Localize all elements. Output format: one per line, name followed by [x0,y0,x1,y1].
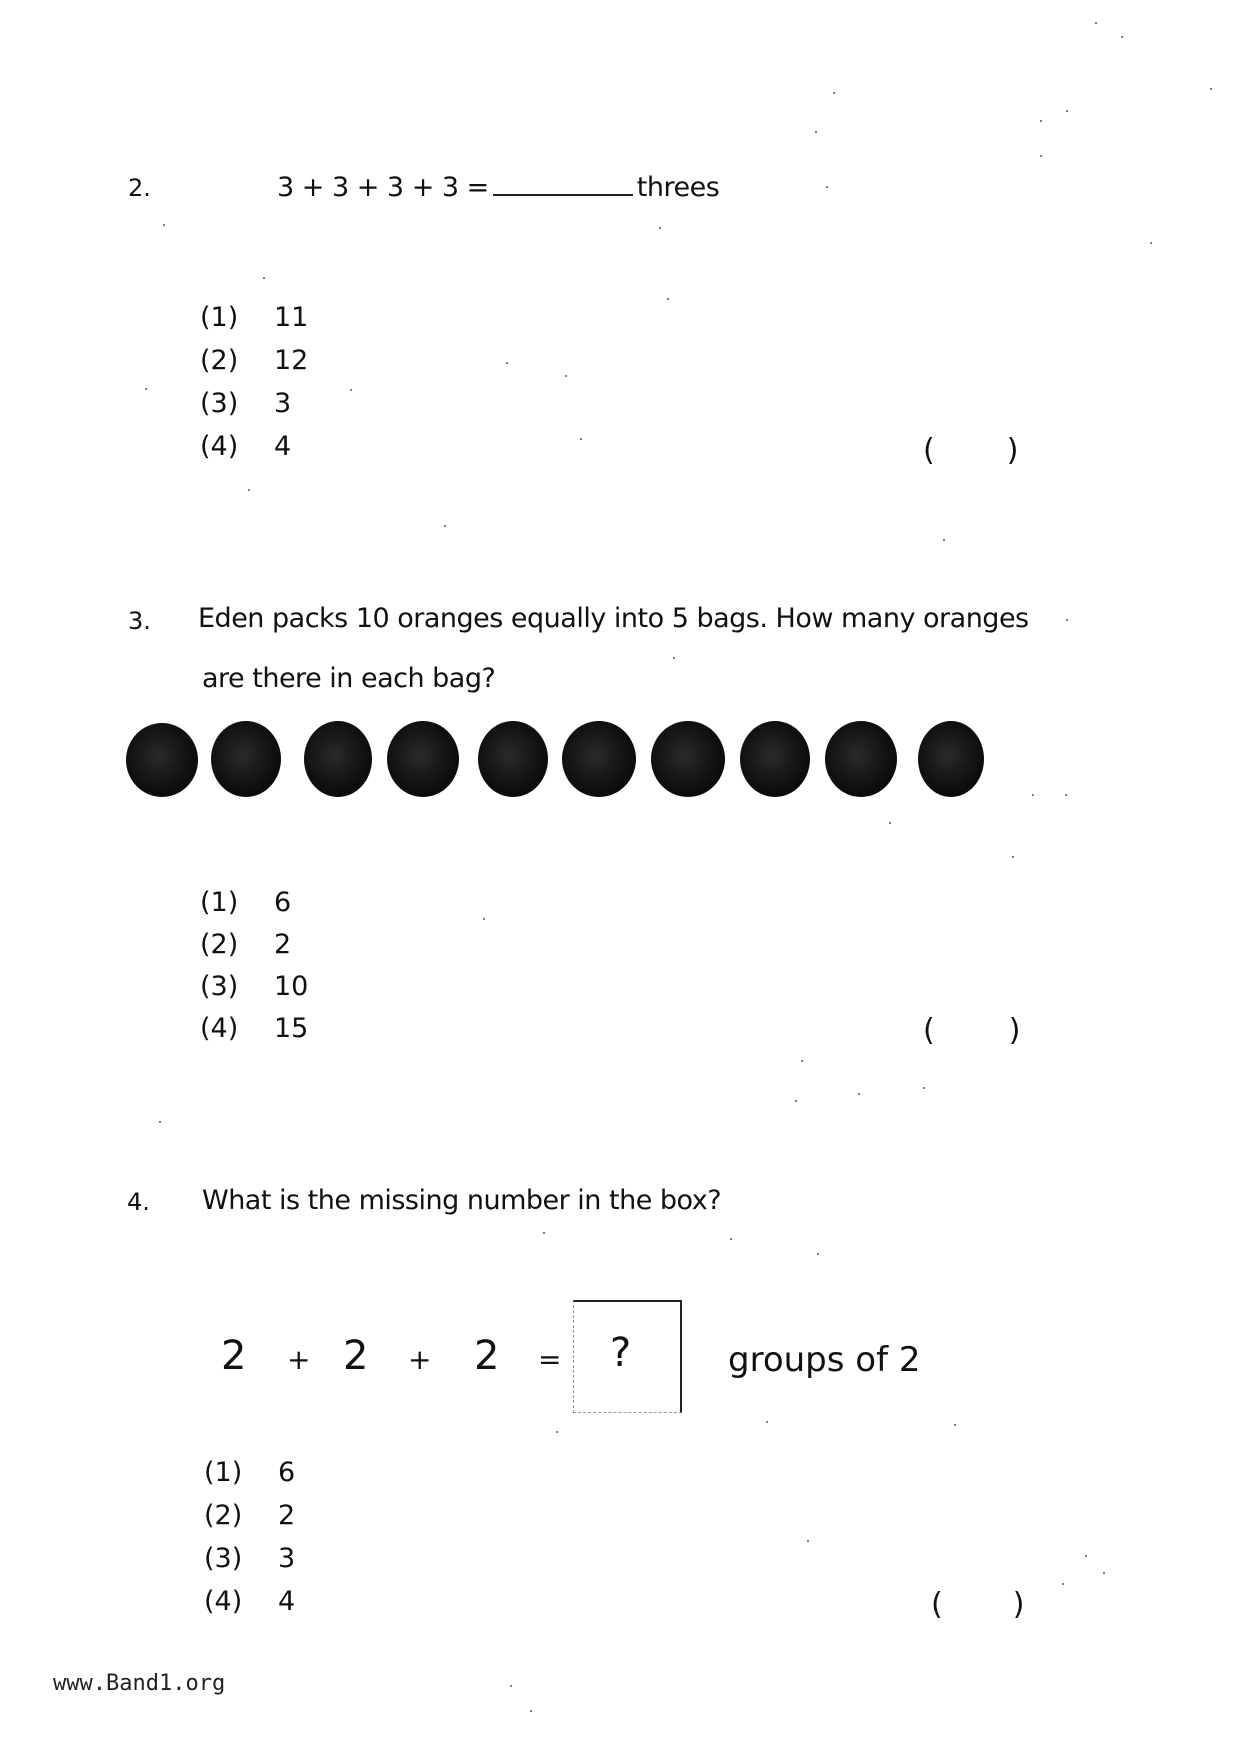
missing-number-symbol: ? [610,1330,632,1376]
option-value: 11 [274,302,309,333]
option-row [200,388,308,431]
plus-sign: + [408,1343,432,1376]
option-value: 12 [274,345,309,376]
bracket-open: ( [931,1587,943,1622]
question-4-answer-bracket[interactable] [931,1587,1024,1622]
orange-icon [387,721,459,797]
equation-suffix: groups of 2 [728,1340,921,1380]
option-value: 15 [274,1013,309,1044]
question-3-number: 3. [128,607,151,635]
orange-icon [562,721,636,797]
orange-icon [651,721,725,797]
bracket-close: ) [1008,1013,1021,1048]
option-row [200,302,308,345]
question-2-number: 2. [128,174,151,202]
bracket-open: ( [923,1013,935,1048]
option-label: (1) [204,1457,243,1488]
option-label: (2) [200,929,239,960]
question-2-stem [277,172,719,203]
equation-term: 2 [221,1333,247,1379]
option-label: (3) [204,1543,243,1574]
answer-blank [493,172,633,196]
option-row [200,929,308,971]
orange-icon [478,721,548,797]
orange-icon [126,723,198,797]
option-value: 6 [278,1457,296,1488]
option-value: 10 [274,971,309,1002]
option-label: (4) [204,1586,243,1617]
option-row [204,1500,295,1543]
bracket-close: ) [1006,433,1019,468]
option-value: 2 [274,929,292,960]
option-value: 3 [278,1543,296,1574]
orange-icon [304,721,372,797]
equation-term: 2 [343,1333,369,1379]
option-row [200,887,308,929]
question-3-stem-line-2: are there in each bag? [202,663,496,694]
option-value: 4 [278,1586,296,1617]
footer-url: www.Band1.org [53,1671,226,1696]
question-2-answer-bracket[interactable] [923,433,1018,468]
option-label: (4) [200,431,239,462]
option-row [200,345,308,388]
orange-icon [825,721,897,797]
option-value: 3 [274,388,292,419]
question-4-number: 4. [127,1188,150,1216]
question-2-options [200,302,308,474]
option-row [200,971,308,1013]
option-value: 2 [278,1500,296,1531]
question-4-stem: What is the missing number in the box? [202,1185,722,1216]
option-label: (2) [204,1500,243,1531]
option-row [204,1586,295,1629]
option-row [200,1013,308,1055]
option-label: (1) [200,887,239,918]
option-row [204,1543,295,1586]
equation-term: 2 [474,1333,500,1379]
option-label: (2) [200,345,239,376]
option-label: (3) [200,971,239,1002]
question-2-stem-suffix: threes [636,172,720,203]
option-label: (1) [200,302,239,333]
question-3-options [200,887,308,1055]
option-value: 4 [274,431,292,462]
option-label: (4) [200,1013,239,1044]
plus-sign: + [287,1343,311,1376]
question-3-answer-bracket[interactable] [923,1013,1020,1048]
option-label: (3) [200,388,239,419]
option-row [200,431,308,474]
question-2-stem-prefix: 3 + 3 + 3 + 3 = [277,172,489,203]
question-4-options [204,1457,295,1629]
bracket-open: ( [923,433,935,468]
option-row [204,1457,295,1500]
orange-icon [740,721,810,797]
equals-sign: = [538,1343,562,1376]
question-3-stem-line-1: Eden packs 10 oranges equally into 5 bags. How many oranges [198,603,1029,634]
orange-icon [918,721,984,797]
orange-icon [211,721,281,797]
option-value: 6 [274,887,292,918]
bracket-close: ) [1012,1587,1025,1622]
